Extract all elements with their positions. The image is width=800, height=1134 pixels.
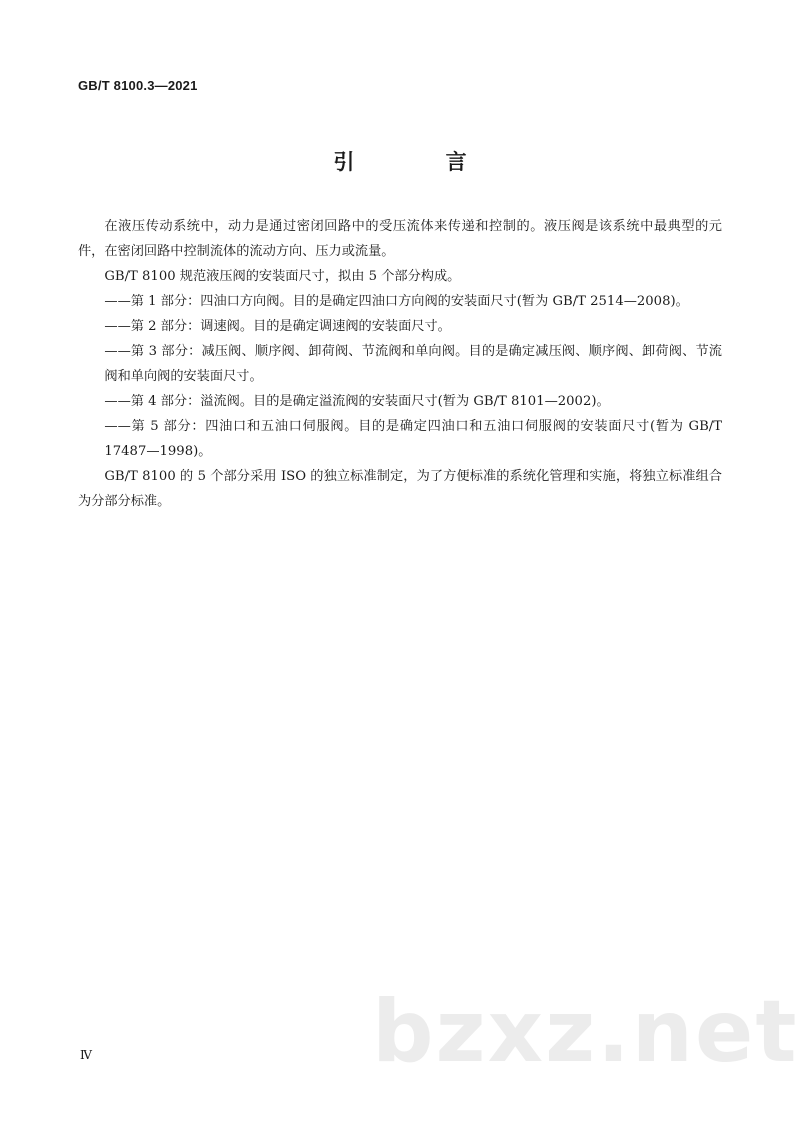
paragraph-conclusion: GB/T 8100 的 5 个部分采用 ISO 的独立标准制定，为了方便标准的系统化管理和实施，将独立标准组合为分部分标准。 (78, 469, 722, 509)
page-title: 引 言 (333, 150, 509, 174)
introduction-body (78, 214, 722, 514)
list-item-part-4: ——第 4 部分：溢流阀。目的是确定溢流阀的安装面尺寸(暂为 GB/T 8101—2002)。 (104, 394, 610, 409)
paragraph-intro: 在液压传动系统中，动力是通过密闭回路中的受压流体来传递和控制的。液压阀是该系统中最典型的元件，在密闭回路中控制流体的流动方向、压力或流量。 (78, 219, 722, 259)
page-number: Ⅳ (80, 1048, 92, 1062)
list-item-part-1: ——第 1 部分：四油口方向阀。目的是确定四油口方向阀的安装面尺寸(暂为 GB/T 2514—2008)。 (104, 294, 689, 309)
list-item-part-3: ——第 3 部分：减压阀、顺序阀、卸荷阀、节流阀和单向阀。目的是确定减压阀、顺序阀、卸荷阀、节流阀和单向阀的安装面尺寸。 (104, 344, 722, 384)
watermark-logo: bzxz.net (372, 982, 799, 1082)
paragraph-structure: GB/T 8100 规范液压阀的安装面尺寸，拟由 5 个部分构成。 (104, 269, 461, 284)
list-item-part-2: ——第 2 部分：调速阀。目的是确定调速阀的安装面尺寸。 (104, 319, 451, 334)
list-item-part-5: ——第 5 部分：四油口和五油口伺服阀。目的是确定四油口和五油口伺服阀的安装面尺寸(暂为 GB/T 17487—1998)。 (104, 419, 722, 459)
standard-number-header: GB/T 8100.3—2021 (78, 78, 198, 93)
